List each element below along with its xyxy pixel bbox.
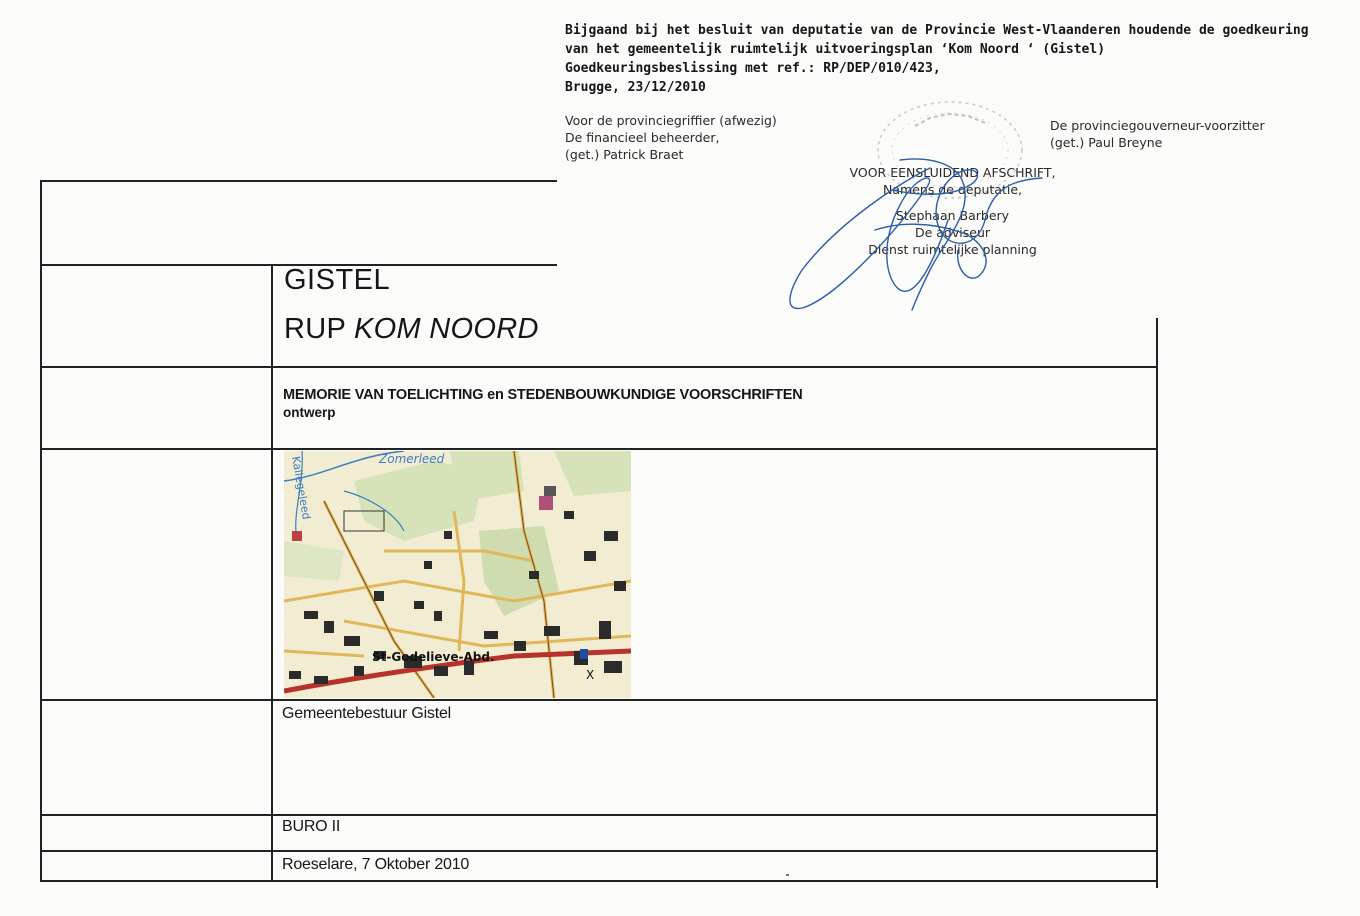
plan-prefix: RUP: [284, 313, 346, 345]
scan-speck: [786, 874, 789, 876]
approval-header: [565, 22, 1345, 98]
certified-line-1: VOOR EENSLUIDEND AFSCHRIFT,: [849, 165, 1056, 180]
topographic-map: [284, 451, 631, 698]
designer-name: BURO II: [282, 818, 341, 835]
frame-left-line: [40, 180, 42, 880]
frame-top-line: [42, 180, 557, 182]
municipality-title: GISTEL: [284, 264, 391, 296]
row-line-3: [42, 448, 1158, 450]
document-type: MEMORIE VAN TOELICHTING en STEDENBOUWKUNDIGE VOORSCHRIFTEN: [283, 387, 803, 403]
approval-line-1: Bijgaand bij het besluit van deputatie van de Provincie West-Vlaanderen houdende de goedkeuring: [565, 23, 1309, 38]
map-label-street: St-Godelieve-Abd.: [372, 650, 495, 664]
document-status: ontwerp: [283, 405, 336, 420]
parking-marker-icon: [580, 649, 588, 659]
sig-right-line-2: (get.) Paul Breyne: [1050, 135, 1163, 150]
approval-line-3: Goedkeuringsbeslissing met ref.: RP/DEP/010/423,: [565, 61, 941, 76]
certified-line-5: Dienst ruimtelijke planning: [868, 242, 1037, 257]
frame-right-line: [1156, 318, 1158, 888]
certified-line-2: Namens de deputatie,: [883, 182, 1022, 197]
sig-left-line-2: De financieel beheerder,: [565, 130, 720, 145]
signature-left-block: [565, 112, 777, 163]
sig-left-line-1: Voor de provinciegriffier (afwezig): [565, 113, 777, 128]
sig-left-line-3: (get.) Patrick Braet: [565, 147, 684, 162]
sig-right-line-1: De provinciegouverneur-voorzitter: [1050, 118, 1265, 133]
map-label-waterway: Zomerleed: [379, 452, 445, 466]
client-name: Gemeentebestuur Gistel: [282, 705, 452, 722]
column-divider: [271, 265, 273, 881]
approval-line-4: Brugge, 23/12/2010: [565, 80, 706, 95]
plan-name: KOM NOORD: [353, 313, 539, 345]
row-line-6: [42, 850, 1158, 852]
plan-title: [284, 313, 539, 346]
frame-bottom-line: [40, 880, 1158, 882]
map-label-waterway-vertical: Kallegeleed: [289, 455, 313, 521]
handwritten-signature: [780, 150, 1060, 320]
approval-line-2: van het gemeentelijk ruimtelijk uitvoeringsplan ‘Kom Noord ‘ (Gistel): [565, 42, 1106, 57]
row-line-2: [42, 366, 1158, 368]
certified-line-3: Stephaan Barbery: [895, 208, 1010, 223]
certified-line-4: De adviseur: [914, 225, 991, 240]
map-label-marker: X: [586, 668, 595, 682]
place-date: Roeselare, 7 Oktober 2010: [282, 856, 470, 873]
row-line-5: [42, 814, 1158, 816]
signature-right-block: [1050, 117, 1265, 151]
row-line-4: [42, 699, 1158, 701]
